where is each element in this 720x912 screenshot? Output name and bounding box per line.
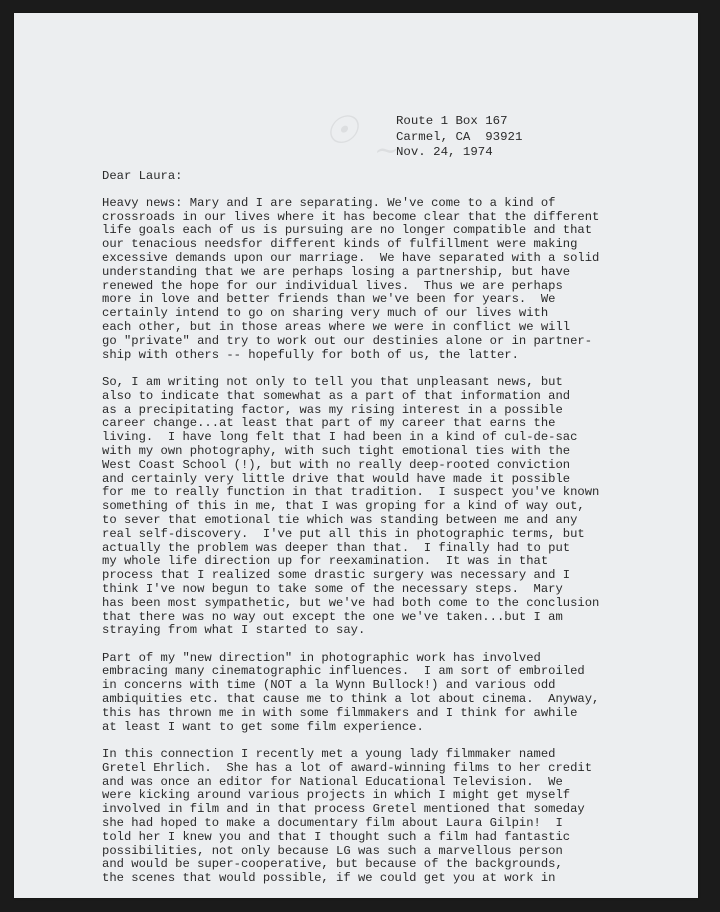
text-line: possibilities, not only because LG was such a marvellous person [102, 843, 563, 858]
text-line: for me to really function in that tradition. I suspect you've known [102, 485, 600, 500]
text-line: more in love and better friends than we've been for years. We [102, 292, 556, 307]
text-line: go "private" and try to work out our destinies alone or in partner- [102, 333, 593, 348]
address-line: Carmel, CA 93921 [396, 129, 523, 144]
text-line: Heavy news: Mary and I are separating. We've come to a kind of [102, 195, 556, 210]
text-line: real self-discovery. I've put all this in photographic terms, but [102, 526, 585, 541]
text-line: has been most sympathetic, but we've had both come to the conclusion [102, 595, 600, 610]
text-line: actually the problem was deeper than that. I finally had to put [102, 540, 571, 555]
text-line: to sever that emotional tie which was standing between me and any [102, 512, 578, 527]
text-line: something of this in me, that I was groping for a kind of way out, [102, 499, 585, 514]
text-line: at least I want to get some film experience. [102, 719, 424, 734]
text-line: and was once an editor for National Educational Television. We [102, 774, 563, 789]
text-line: ship with others -- hopefully for both of us, the latter. [102, 347, 519, 362]
text-line: embracing many cinematographic influences. I am sort of embroiled [102, 664, 585, 679]
sender-address [396, 114, 522, 161]
text-line: career change...at least that part of my career that earns the [102, 416, 556, 431]
text-line: with my own photography, with such tight emotional ties with the [102, 443, 571, 458]
address-line: Route 1 Box 167 [396, 114, 508, 128]
paragraph [102, 748, 682, 886]
text-line: also to indicate that somewhat as a part of that information and [102, 388, 571, 403]
text-line: and certainly very little drive that would have made it possible [102, 471, 571, 486]
text-line: Gretel Ehrlich. She has a lot of award-winning films to her credit [102, 760, 593, 775]
paragraph [102, 376, 682, 638]
text-line: think I've now begun to take some of the necessary steps. Mary [102, 581, 563, 596]
text-line: in concerns with time (NOT a la Wynn Bullock!) and various odd [102, 678, 556, 693]
text-line: straying from what I started to say. [102, 623, 366, 638]
text-line: certainly intend to go on sharing very much of our lives with [102, 306, 549, 321]
text-line: involved in film and in that process Gretel mentioned that someday [102, 802, 585, 817]
text-line: each other, but in those areas where we were in conflict we will [102, 319, 571, 334]
text-line: Part of my "new direction" in photographic work has involved [102, 650, 541, 665]
text-line: excessive demands upon our marriage. We have separated with a solid [102, 250, 600, 265]
text-line: were kicking around various projects in which I might get myself [102, 788, 571, 803]
text-line: life goals each of us is pursuing are no longer compatible and that [102, 223, 593, 238]
text-line: and would be super-cooperative, but because of the backgrounds, [102, 857, 563, 872]
text-line: this has thrown me in with some filmmakers and I think for awhile [102, 705, 578, 720]
letter-body [102, 170, 682, 898]
text-line: So, I am writing not only to tell you that unpleasant news, but [102, 374, 563, 389]
paragraph [102, 197, 682, 363]
faint-stamp-mark: ☉ ~ [324, 108, 400, 168]
letter-paragraphs [102, 197, 682, 886]
text-line: ambiquities etc. that cause me to think a lot about cinema. Anyway, [102, 692, 600, 707]
text-line: she had hoped to make a documentary film about Laura Gilpin! I [102, 816, 563, 831]
text-line: told her I knew you and that I thought such a film had fantastic [102, 829, 571, 844]
text-line: renewed the hope for our individual lives. Thus we are perhaps [102, 278, 563, 293]
salutation: Dear Laura: [102, 169, 183, 183]
text-line: understanding that we are perhaps losing a partnership, but have [102, 264, 571, 279]
text-line: In this connection I recently met a young lady filmmaker named [102, 747, 556, 762]
letter-page [14, 13, 698, 898]
text-line: as a precipitating factor, was my rising interest in a possible [102, 402, 563, 417]
text-line: crossroads in our lives where it has become clear that the different [102, 209, 600, 224]
text-line: living. I have long felt that I had been in a kind of cul-de-sac [102, 430, 578, 445]
text-line: my whole life direction up for reexamination. It was in that [102, 554, 549, 569]
paragraph [102, 652, 682, 735]
text-line: West Coast School (!), but with no really deep-rooted conviction [102, 457, 571, 472]
text-line: the scenes that would possible, if we could get you at work in [102, 871, 556, 886]
letter-date: Nov. 24, 1974 [396, 145, 493, 160]
text-line: process that I realized some drastic surgery was necessary and I [102, 568, 571, 583]
text-line: our tenacious needsfor different kinds of fulfillment were making [102, 237, 578, 252]
text-line: that there was no way out except the one we've taken...but I am [102, 609, 563, 624]
